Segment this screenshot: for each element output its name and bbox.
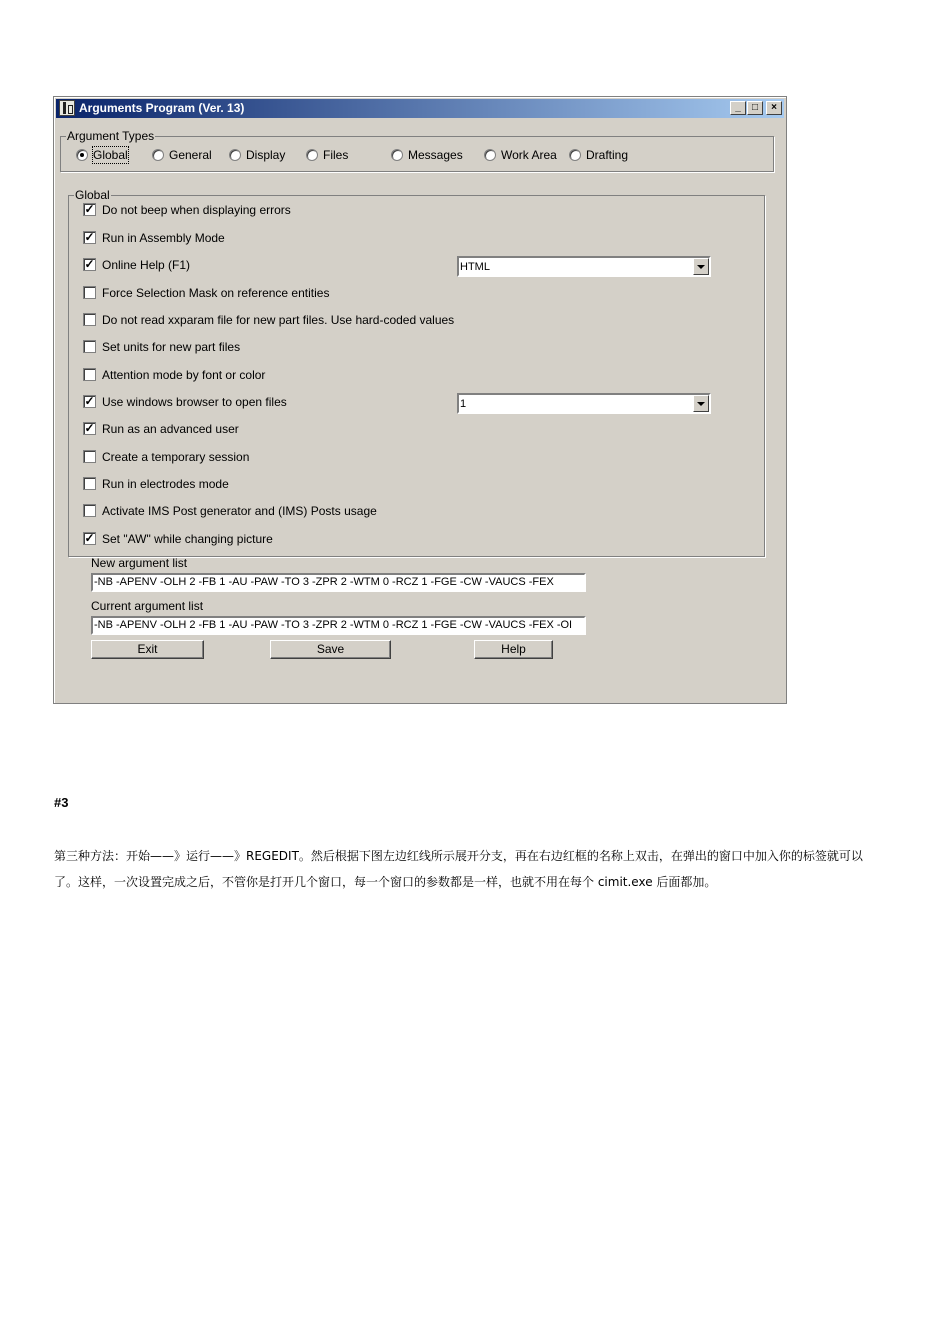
help-format-dropdown-button[interactable] <box>693 258 709 275</box>
radio-label: Global <box>93 148 128 162</box>
checkmark-icon: ✓ <box>84 421 95 435</box>
radio-circle[interactable] <box>76 149 88 161</box>
radio-label: Work Area <box>501 148 557 162</box>
help-button[interactable]: Help <box>474 640 553 659</box>
exit-button[interactable]: Exit <box>91 640 204 659</box>
checkmark-icon: ✓ <box>84 230 95 244</box>
radio-label: Display <box>246 148 286 162</box>
minimize-button[interactable]: _ <box>730 101 746 115</box>
chevron-down-icon <box>697 265 705 269</box>
option-label: Run as an advanced user <box>102 422 239 436</box>
option-checkbox[interactable] <box>83 368 96 381</box>
help-format-select[interactable] <box>457 256 711 277</box>
option-label: Run in electrodes mode <box>102 477 229 491</box>
option-checkbox[interactable] <box>83 340 96 353</box>
radio-circle[interactable] <box>229 149 241 161</box>
option-label: Use windows browser to open files <box>102 395 287 409</box>
option-label: Attention mode by font or color <box>102 368 266 382</box>
section-heading: #3 <box>54 795 69 810</box>
option-label: Do not beep when displaying errors <box>102 203 291 217</box>
current-argument-list-field[interactable]: -NB -APENV -OLH 2 -FB 1 -AU -PAW -TO 3 -ZPR 2 -WTM 0 -RCZ 1 -FGE -CW -VAUCS -FEX -OI <box>91 616 586 635</box>
new-argument-list-field[interactable]: -NB -APENV -OLH 2 -FB 1 -AU -PAW -TO 3 -ZPR 2 -WTM 0 -RCZ 1 -FGE -CW -VAUCS -FEX <box>91 573 586 592</box>
close-button[interactable]: × <box>766 101 782 115</box>
option-label: Run in Assembly Mode <box>102 231 225 245</box>
option-checkbox[interactable] <box>83 477 96 490</box>
browser-select[interactable] <box>457 393 711 414</box>
option-label: Do not read xxparam file for new part files. Use hard-coded values <box>102 313 455 327</box>
option-checkbox[interactable] <box>83 395 96 408</box>
option-checkbox[interactable] <box>83 422 96 435</box>
checkmark-icon: ✓ <box>84 202 95 216</box>
option-checkbox[interactable] <box>83 203 96 216</box>
option-checkbox[interactable] <box>83 286 96 299</box>
radio-circle[interactable] <box>484 149 496 161</box>
radio-label: Messages <box>408 148 463 162</box>
radio-circle[interactable] <box>569 149 581 161</box>
radio-label: Files <box>323 148 349 162</box>
new-argument-list-label: New argument list <box>91 556 188 570</box>
option-checkbox[interactable] <box>83 532 96 545</box>
chevron-down-icon <box>697 402 705 406</box>
radio-label: Drafting <box>586 148 629 162</box>
maximize-button[interactable]: □ <box>747 101 763 115</box>
help-format-value: HTML <box>460 261 490 273</box>
option-label: Online Help (F1) <box>102 258 191 272</box>
checkmark-icon: ✓ <box>84 257 95 271</box>
option-label: Activate IMS Post generator and (IMS) Posts usage <box>102 504 377 518</box>
option-checkbox[interactable] <box>83 504 96 517</box>
checkmark-icon: ✓ <box>84 394 95 408</box>
argument-types-label: Argument Types <box>67 129 155 143</box>
option-label: Set units for new part files <box>102 340 241 354</box>
option-checkbox[interactable] <box>83 450 96 463</box>
option-label: Set "AW" while changing picture <box>102 532 273 546</box>
option-checkbox[interactable] <box>83 231 96 244</box>
radio-circle[interactable] <box>152 149 164 161</box>
window-title: Arguments Program (Ver. 13) <box>79 101 245 115</box>
option-label: Force Selection Mask on reference entities <box>102 286 330 300</box>
radio-circle[interactable] <box>391 149 403 161</box>
arguments-program-window <box>53 96 787 704</box>
option-checkbox[interactable] <box>83 258 96 271</box>
body-paragraph: 第三种方法：开始——》运行——》REGEDIT。然后根据下图左边红线所示展开分支，再在右边红框的名称上双击，在弹出的窗口中加入你的标签就可以了。这样，一次设置完成之后，不管你是打开几个窗口，每一个窗口的参数都是一样，也就不用在每个 cimit.exe 后面都加。 <box>54 849 863 889</box>
browser-dropdown-button[interactable] <box>693 395 709 412</box>
radio-label: General <box>169 148 212 162</box>
save-button[interactable]: Save <box>270 640 391 659</box>
browser-select-value: 1 <box>460 398 467 410</box>
option-label: Create a temporary session <box>102 450 250 464</box>
global-group-label: Global <box>75 188 110 202</box>
title-bar[interactable] <box>56 99 784 118</box>
current-argument-list-label: Current argument list <box>91 599 204 613</box>
radio-selected-dot <box>80 153 84 157</box>
checkmark-icon: ✓ <box>84 531 95 545</box>
app-icon <box>59 100 75 116</box>
radio-circle[interactable] <box>306 149 318 161</box>
option-checkbox[interactable] <box>83 313 96 326</box>
